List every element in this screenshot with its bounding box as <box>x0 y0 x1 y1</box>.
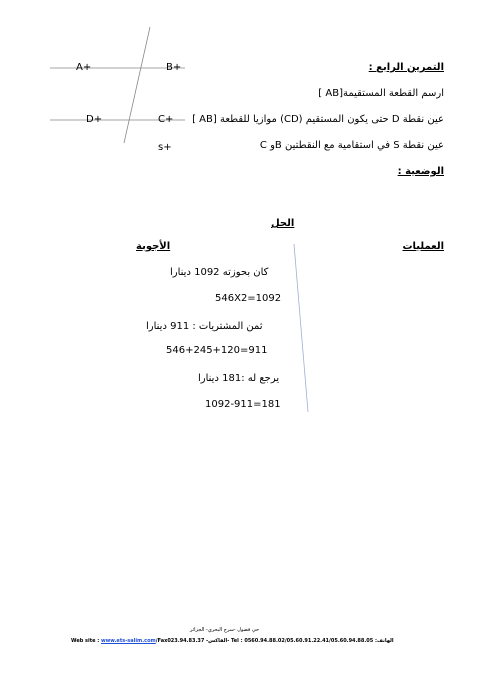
point-a-label: A+ <box>76 62 92 73</box>
exercise-title: التمرين الرابع : <box>368 62 444 73</box>
footer-address: حي فضول -سرج البحري- الجزائر <box>190 627 260 633</box>
solution-title: الحل <box>271 218 295 229</box>
point-s-label: s+ <box>158 142 172 153</box>
answer-row-2: ثمن المشتريات : 911 دينارا <box>146 321 263 332</box>
situation-title: الوضعية : <box>397 166 444 177</box>
answers-header: الأجوبة <box>136 241 171 252</box>
point-c-label: C+ <box>158 114 174 125</box>
exercise-instruction-2: عين نقطة D حتى يكون المستقيم (CD) موازيا للقطعة [AB ] <box>192 114 444 125</box>
operation-row-1: 546X2=1092 <box>215 293 282 304</box>
operation-row-2: 546+245+120=911 <box>166 345 268 356</box>
operations-header: العمليات <box>402 241 444 252</box>
answer-row-3: يرجع له :181 دينارا <box>198 373 280 384</box>
exercise-instruction-3: عين نقطة S في استقامية مع النقطتين Bو C <box>259 140 444 151</box>
footer-contact: /Fax023.94.83.37 -الفاكس- Tel : 0560.94.88.02/05.60.91.22.41/05.60.94.88.05 :الهاتف <box>155 638 394 644</box>
point-b-label: B+ <box>166 62 182 73</box>
website-link[interactable]: www.ets-salim.com <box>101 638 156 644</box>
footer-contact-line <box>71 635 394 647</box>
operation-row-3: 1092-911=181 <box>205 399 281 410</box>
column-separator-line <box>294 244 308 412</box>
exercise-instruction-1: ارسم القطعة المستقيمة[AB ] <box>318 88 444 99</box>
answer-row-1: كان بحوزته 1092 دينارا <box>170 267 269 278</box>
point-d-label: D+ <box>86 114 103 125</box>
transversal-line <box>124 27 150 143</box>
website-label: Web site : <box>71 638 101 644</box>
